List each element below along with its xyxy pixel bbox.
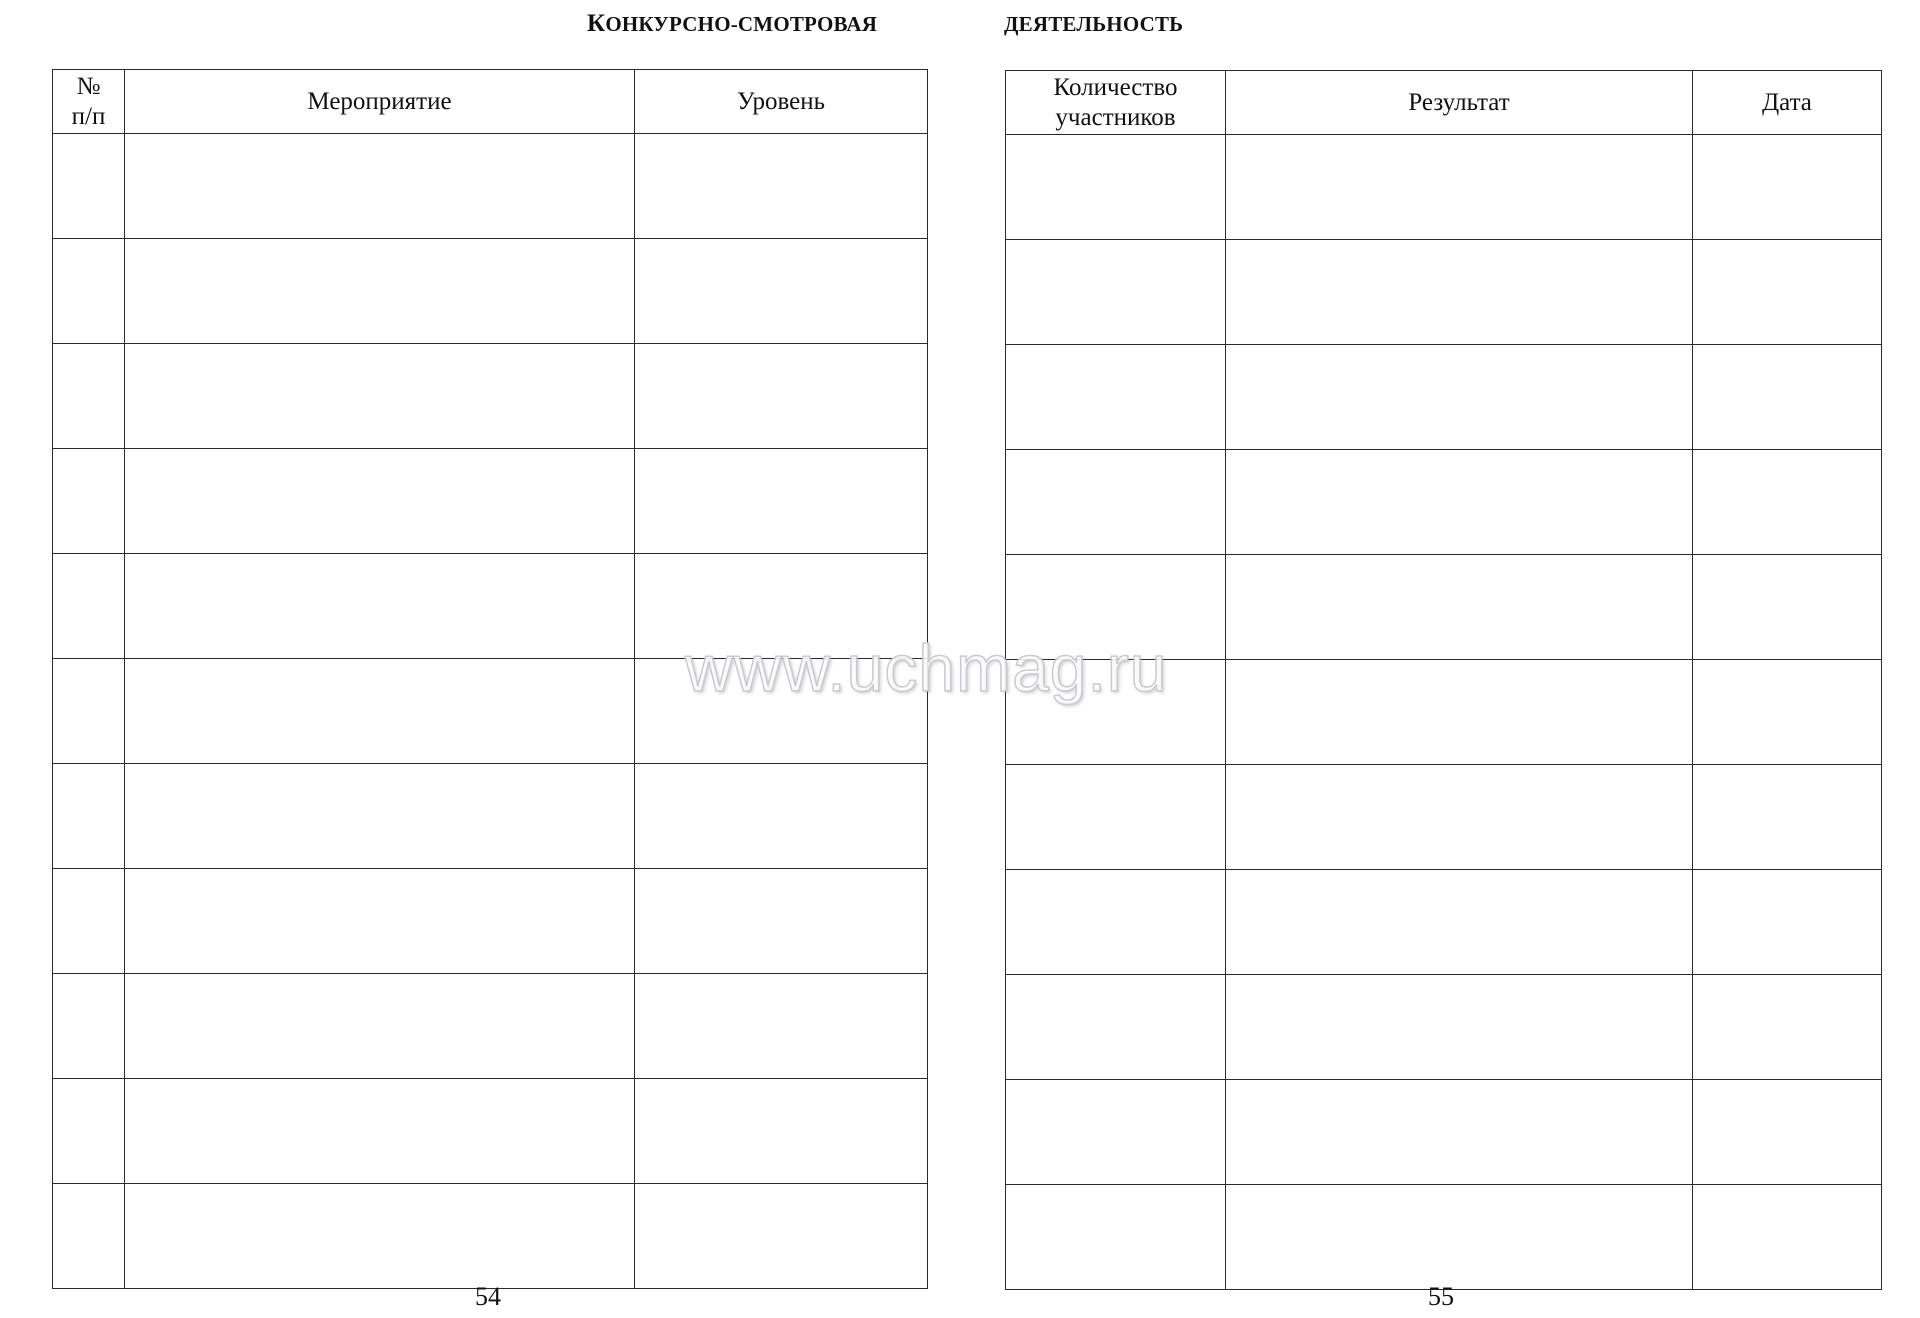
table-cell	[635, 554, 928, 659]
table-row	[53, 134, 928, 239]
table-cell	[1006, 1185, 1226, 1290]
table-cell	[1693, 240, 1882, 345]
table-row	[1006, 660, 1882, 765]
column-header-result: Результат	[1226, 71, 1693, 135]
table-row	[53, 1184, 928, 1289]
table-row	[1006, 975, 1882, 1080]
table-cell	[635, 764, 928, 869]
page-number-right: 55	[1428, 1282, 1454, 1311]
table-cell	[125, 554, 635, 659]
table-cell	[635, 869, 928, 974]
table-cell	[1693, 975, 1882, 1080]
table-cell	[53, 764, 125, 869]
table-cell	[1006, 765, 1226, 870]
table-row	[53, 659, 928, 764]
table-row	[1006, 1185, 1882, 1290]
table-row	[53, 344, 928, 449]
table-cell	[1226, 660, 1693, 765]
title-first-letter: К	[587, 10, 606, 37]
left-page-table	[52, 69, 928, 1289]
table-row	[1006, 135, 1882, 240]
table-cell	[1006, 345, 1226, 450]
table-cell	[1006, 975, 1226, 1080]
right-table-body	[1006, 135, 1882, 1290]
table-cell	[635, 659, 928, 764]
table-row	[53, 239, 928, 344]
table-cell	[1006, 660, 1226, 765]
table-cell	[1693, 555, 1882, 660]
table-row	[53, 764, 928, 869]
table-cell	[125, 1184, 635, 1289]
table-cell	[635, 449, 928, 554]
title-second-word: ДЕЯТЕЛЬНОСТЬ	[1004, 12, 1184, 36]
column-header-event: Мероприятие	[125, 70, 635, 134]
table-header-row	[1006, 71, 1882, 135]
table-cell	[125, 764, 635, 869]
table-cell	[1226, 450, 1693, 555]
table-cell	[1006, 240, 1226, 345]
table-cell	[125, 869, 635, 974]
table-cell	[1693, 345, 1882, 450]
table-cell	[1693, 1185, 1882, 1290]
table-cell	[1693, 660, 1882, 765]
column-header-number: № п/п	[53, 70, 125, 134]
table-cell	[125, 659, 635, 764]
table-row	[53, 974, 928, 1079]
table-row	[53, 869, 928, 974]
title-left-part	[587, 10, 877, 38]
table-cell	[1693, 765, 1882, 870]
table-cell	[53, 239, 125, 344]
table-cell	[125, 134, 635, 239]
table-cell	[1226, 345, 1693, 450]
table-cell	[53, 1079, 125, 1184]
table-cell	[125, 449, 635, 554]
table-cell	[1693, 870, 1882, 975]
table-cell	[1693, 135, 1882, 240]
table-cell	[1693, 1080, 1882, 1185]
table-cell	[53, 974, 125, 1079]
table-cell	[635, 1079, 928, 1184]
table-row	[1006, 765, 1882, 870]
table-cell	[1006, 870, 1226, 975]
table-cell	[1006, 450, 1226, 555]
table-cell	[1226, 870, 1693, 975]
table-row	[1006, 1080, 1882, 1185]
table-cell	[1226, 135, 1693, 240]
table-cell	[635, 1184, 928, 1289]
column-header-participants: Количество участников	[1006, 71, 1226, 135]
table-cell	[53, 134, 125, 239]
table-cell	[125, 1079, 635, 1184]
table-cell	[53, 1184, 125, 1289]
table-row	[1006, 870, 1882, 975]
table-cell	[1693, 450, 1882, 555]
table-cell	[125, 974, 635, 1079]
table-cell	[1226, 555, 1693, 660]
table-cell	[125, 239, 635, 344]
left-table-body	[53, 134, 928, 1289]
title-rest: ОНКУРСНО-СМОТРОВАЯ	[605, 12, 878, 36]
table-cell	[635, 344, 928, 449]
table-cell	[53, 344, 125, 449]
table-row	[1006, 240, 1882, 345]
table-cell	[53, 554, 125, 659]
table-cell	[1226, 1185, 1693, 1290]
right-page-table	[1005, 70, 1882, 1290]
table-cell	[53, 659, 125, 764]
title-right-part	[1004, 10, 1183, 38]
column-header-date: Дата	[1693, 71, 1882, 135]
table-cell	[635, 239, 928, 344]
table-row	[53, 554, 928, 659]
table-cell	[1226, 240, 1693, 345]
table-cell	[1006, 1080, 1226, 1185]
table-cell	[1226, 765, 1693, 870]
table-cell	[53, 449, 125, 554]
page-number-left: 54	[475, 1282, 501, 1311]
table-row	[1006, 345, 1882, 450]
watermark: www.uchmag.ru	[685, 631, 1168, 705]
table-header-row	[53, 70, 928, 134]
table-cell	[1226, 1080, 1693, 1185]
table-cell	[53, 869, 125, 974]
table-row	[53, 449, 928, 554]
table-row	[53, 1079, 928, 1184]
column-header-level: Уровень	[635, 70, 928, 134]
table-cell	[1006, 555, 1226, 660]
table-row	[1006, 450, 1882, 555]
table-cell	[635, 134, 928, 239]
table-cell	[635, 974, 928, 1079]
table-row	[1006, 555, 1882, 660]
table-cell	[125, 344, 635, 449]
table-cell	[1226, 975, 1693, 1080]
table-cell	[1006, 135, 1226, 240]
